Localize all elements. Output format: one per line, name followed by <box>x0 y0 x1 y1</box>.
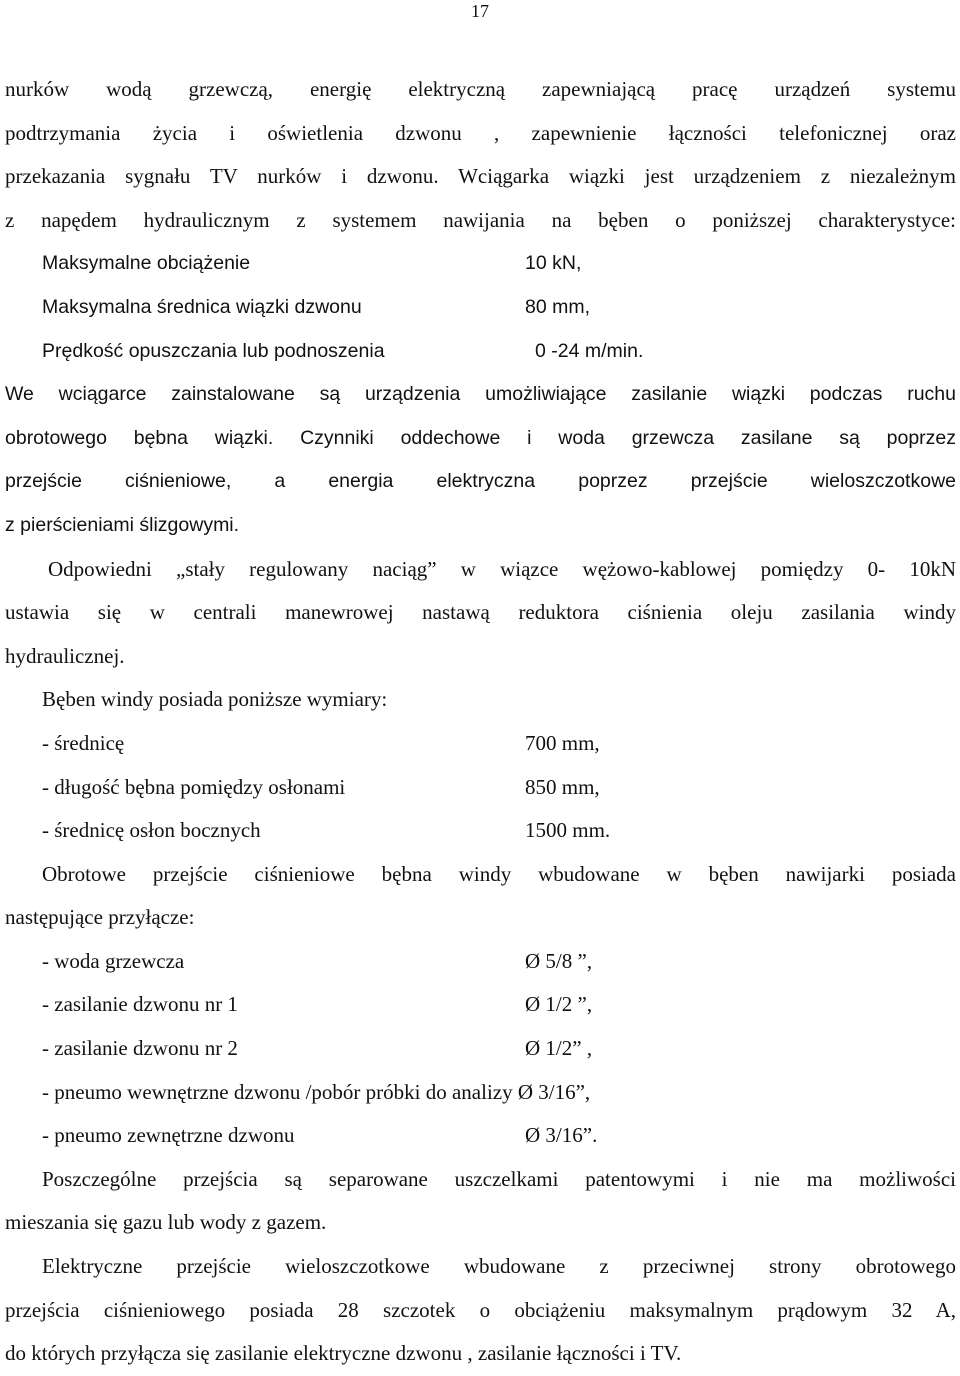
text-line: podtrzymania życia i oświetlenia dzwonu , zapewnienie łączności telefonicznej oraz <box>5 120 956 145</box>
text-line: przekazania sygnału TV nurków i dzwonu. Wciągarka wiązki jest urządzeniem z niezależnym <box>5 164 956 189</box>
connection-row <box>5 983 956 1027</box>
text-line: z napędem hydraulicznym z systemem nawijania na bęben o poniższej charakterystyce: <box>5 207 956 232</box>
spec-value: 700 mm, <box>525 730 600 755</box>
text-line: obrotowego bębna wiązki. Czynniki oddechowe i woda grzewcza zasilane są poprzez <box>5 426 956 449</box>
text-line: do których przyłącza się zasilanie elektryczne dzwonu , zasilanie łączności i TV. <box>5 1341 682 1366</box>
connection-label: - pneumo zewnętrzne dzwonu <box>42 1123 295 1148</box>
text-line: mieszania się gazu lub wody z gazem. <box>5 1210 327 1235</box>
text-line: ustawia się w centrali manewrowej nastawą reduktora ciśnienia oleju zasilania windy <box>5 600 956 625</box>
text-line: Elektryczne przejście wieloszczotkowe wbudowane z przeciwnej strony obrotowego <box>42 1254 956 1279</box>
connection-label: - zasilanie dzwonu nr 2 <box>42 1036 238 1061</box>
text-line: następujące przyłącze: <box>5 905 195 930</box>
text-line: Odpowiedni „stały regulowany naciąg” w wiązce wężowo-kablowej pomiędzy 0- 10kN <box>48 556 956 581</box>
spec-value: 10 kN, <box>525 252 582 275</box>
spec-label: - długość bębna pomiędzy osłonami <box>42 774 346 799</box>
spec-row <box>5 286 956 330</box>
connection-row <box>5 1071 956 1115</box>
text-line: przejścia ciśnieniowego posiada 28 szczotek o obciążeniu maksymalnym prądowym 32 A, <box>5 1297 956 1322</box>
spec-label: - średnicę osłon bocznych <box>42 818 261 843</box>
connection-value: Ø 1/2 ”, <box>525 992 593 1017</box>
connection-value: Ø 5/8 ”, <box>525 948 593 973</box>
spec-label: Prędkość opuszczania lub podnoszenia <box>42 339 385 362</box>
spec-label: Maksymalne obciążenie <box>42 252 251 275</box>
section-heading: Bęben windy posiada poniższe wymiary: <box>42 687 388 712</box>
connection-row <box>5 1027 956 1071</box>
spec-value: 850 mm, <box>525 774 600 799</box>
text-line: hydraulicznej. <box>5 643 125 668</box>
spec-row <box>5 766 956 810</box>
text-line: nurków wodą grzewczą, energię elektryczną zapewniającą pracę urządzeń systemu <box>5 77 956 101</box>
text-line: We wciągarce zainstalowane są urządzenia umożliwiające zasilanie wiązki podczas ruchu <box>5 383 956 406</box>
spec-value: 0 -24 m/min. <box>535 339 644 362</box>
spec-value: 80 mm, <box>525 295 591 318</box>
spec-row <box>5 722 956 766</box>
connection-value: Ø 3/16”. <box>525 1123 598 1148</box>
spec-row <box>5 330 956 374</box>
page-number: 17 <box>471 1 489 21</box>
spec-row <box>5 242 956 286</box>
connection-label: - zasilanie dzwonu nr 1 <box>42 992 238 1017</box>
spec-row <box>5 809 956 853</box>
spec-value: 1500 mm. <box>525 818 611 843</box>
connection-label: - woda grzewcza <box>42 948 185 973</box>
connection-label: - pneumo wewnętrzne dzwonu /pobór próbki do analizy Ø 3/16”, <box>42 1079 591 1104</box>
text-line: Poszczególne przejścia są separowane uszczelkami patentowymi i nie ma możliwości <box>42 1166 956 1191</box>
document-body <box>5 68 956 1376</box>
text-line: przejście ciśnieniowe, a energia elektryczna poprzez przejście wieloszczotkowe <box>5 470 956 493</box>
text-line: z pierścieniami ślizgowymi. <box>5 513 240 536</box>
spec-label: Maksymalna średnica wiązki dzwonu <box>42 295 362 318</box>
spec-label: - średnicę <box>42 730 125 755</box>
text-line: Obrotowe przejście ciśnieniowe bębna windy wbudowane w bęben nawijarki posiada <box>42 861 956 886</box>
connection-value: Ø 1/2” , <box>525 1036 593 1061</box>
connection-row <box>5 940 956 984</box>
connection-row <box>5 1114 956 1158</box>
